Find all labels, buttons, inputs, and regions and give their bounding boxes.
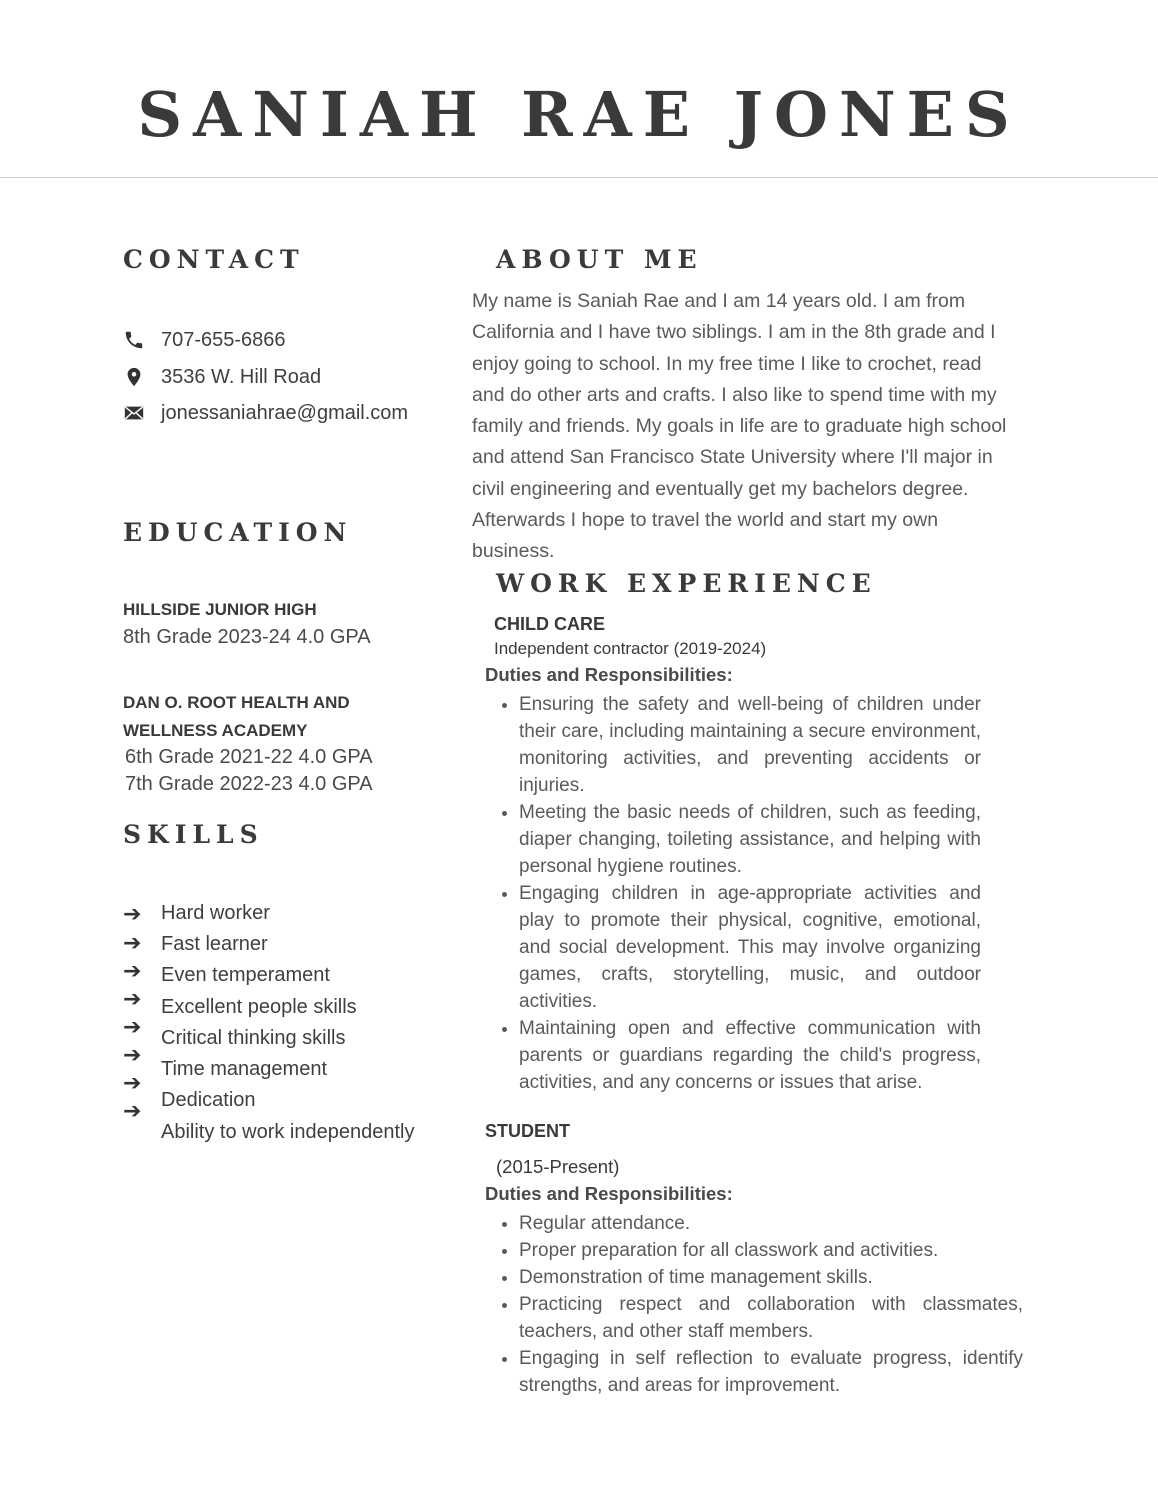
list-item: • Proper preparation for all classwork and activities.: [519, 1237, 1023, 1264]
header-divider: [0, 177, 1158, 178]
duties-label: Duties and Responsibilities:: [485, 664, 733, 685]
list-item: • Practicing respect and collaboration with classmates, teachers, and other staff members.: [519, 1291, 1023, 1345]
school-grade: 7th Grade 2022-23 4.0 GPA: [125, 773, 373, 795]
skill-item: Even temperament: [161, 964, 330, 986]
arrow-right-icon: ➔: [123, 1098, 142, 1123]
location-pin-icon: [123, 366, 145, 388]
resume-name: SANIAH RAE JONES: [137, 78, 1021, 151]
arrow-right-icon: ➔: [123, 1042, 142, 1067]
skill-item: Ability to work independently: [161, 1121, 415, 1143]
school-grade: 6th Grade 2021-22 4.0 GPA: [125, 746, 373, 768]
duties-list: [485, 691, 981, 1096]
envelope-icon: [123, 402, 145, 424]
school-name-cont: WELLNESS ACADEMY: [123, 721, 308, 740]
contact-heading: CONTACT: [123, 245, 305, 274]
list-item: • Maintaining open and effective communication with parents or guardians regarding the child's progress, activities, and any concerns or issues that arise.: [519, 1015, 981, 1096]
arrow-right-icon: ➔: [123, 1070, 142, 1095]
arrow-right-icon: ➔: [123, 901, 142, 926]
skill-item: Critical thinking skills: [161, 1027, 346, 1049]
duties-list: [485, 1210, 1023, 1399]
skill-item: Excellent people skills: [161, 996, 357, 1018]
list-item: • Engaging in self reflection to evaluate progress, identify strengths, and areas for improvement.: [519, 1345, 1023, 1399]
about-text: My name is Saniah Rae and I am 14 years old. I am from California and I have two siblings. I am in the 8th grade and I enjoy going to school. In my free time I like to crochet, read and do other arts and crafts. I also like to spend time with my family and friends. My goals in life are to graduate high school and attend San Francisco State University where I'll major in civil engineering and eventually get my bachelors degree. Afterwards I hope to travel the world and start my own business.: [472, 290, 1007, 563]
education-heading: EDUCATION: [123, 518, 353, 547]
phone-icon: [123, 329, 145, 351]
job-subtitle: Independent contractor (2019-2024): [494, 639, 767, 658]
arrow-right-icon: ➔: [123, 958, 142, 983]
email-link[interactable]: jonessaniahrae@gmail.com: [161, 401, 409, 424]
job-subtitle: (2015-Present): [496, 1156, 620, 1177]
skill-item: Hard worker: [161, 902, 270, 924]
contact-address: [123, 364, 322, 390]
list-item: • Ensuring the safety and well-being of children under their care, including maintaining a secure environment, monitoring activities, and preventing accidents or injuries.: [519, 691, 981, 799]
skill-item: Time management: [161, 1058, 327, 1080]
school-name: HILLSIDE JUNIOR HIGH: [123, 600, 317, 619]
list-item: • Demonstration of time management skills.: [519, 1264, 1023, 1291]
job-title: STUDENT: [485, 1121, 570, 1141]
arrow-right-icon: ➔: [123, 1014, 142, 1039]
list-item: • Meeting the basic needs of children, such as feeding, diaper changing, toileting assistance, and helping with personal hygiene routines.: [519, 799, 981, 880]
list-item: • Regular attendance.: [519, 1210, 1023, 1237]
arrow-right-icon: ➔: [123, 930, 142, 955]
arrow-right-icon: ➔: [123, 986, 142, 1011]
address-text: 3536 W. Hill Road: [161, 365, 322, 388]
duties-label: Duties and Responsibilities:: [485, 1183, 733, 1204]
work-heading: WORK EXPERIENCE: [496, 569, 877, 598]
about-heading: ABOUT ME: [496, 245, 703, 274]
skill-item: Dedication: [161, 1089, 256, 1111]
contact-phone: [123, 327, 286, 353]
skill-item: Fast learner: [161, 933, 268, 955]
list-item: • Engaging children in age-appropriate activities and play to promote their physical, cognitive, emotional, and social development. This may involve organizing games, crafts, storytelling, music, and outdoor activities.: [519, 880, 981, 1015]
contact-email: [123, 400, 409, 426]
school-grade: 8th Grade 2023-24 4.0 GPA: [123, 626, 371, 648]
skills-heading: SKILLS: [123, 820, 264, 849]
job-title: CHILD CARE: [494, 614, 605, 634]
phone-number: 707-655-6866: [161, 328, 286, 351]
school-name: DAN O. ROOT HEALTH AND: [123, 693, 350, 712]
